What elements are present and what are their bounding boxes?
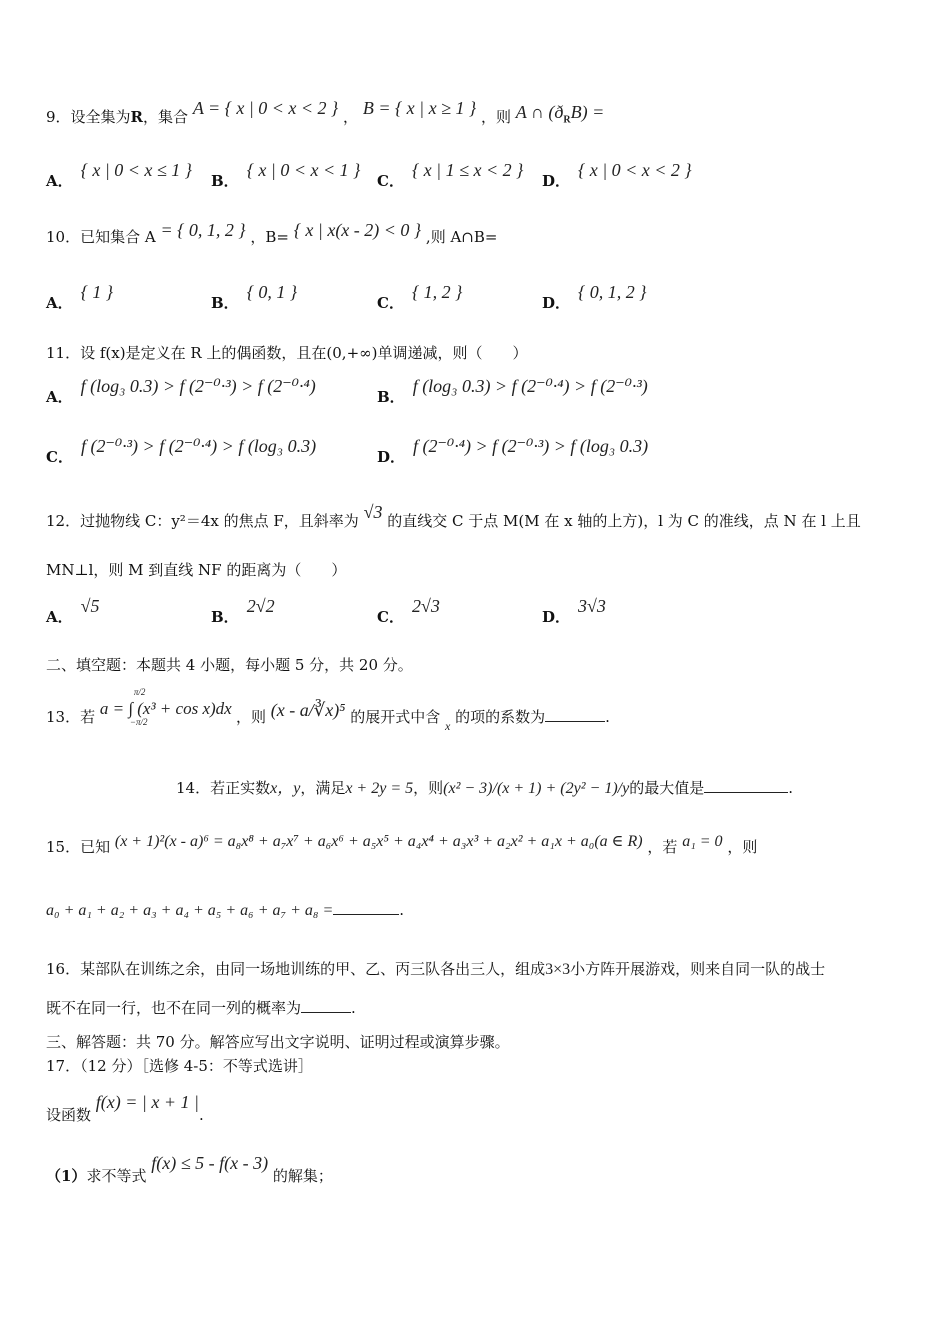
q16-stem-cont: 小方阵开展游戏，则来自同一队的战士: [570, 960, 826, 978]
option-label: C．: [377, 608, 404, 626]
q12-option-d[interactable]: [542, 596, 606, 626]
q9-expr-main: A ∩ (ð: [515, 102, 564, 122]
q10-set-b: { x | x(x - 2) < 0 }: [293, 220, 422, 240]
question-17-part1: [46, 1153, 333, 1187]
q10-mid: ，B=: [250, 228, 289, 246]
q9-sep: ，: [343, 108, 359, 126]
q13-var: x: [445, 719, 451, 733]
q14-stem-b: ，满足: [300, 779, 346, 797]
q17-inequality: f(x) ≤ 5 - f(x - 3): [151, 1153, 269, 1173]
q12-option-b[interactable]: [211, 596, 275, 626]
option-text: { x | 0 < x ≤ 1 }: [80, 160, 192, 180]
option-text: { x | 0 < x < 2 }: [578, 160, 692, 180]
q10-options: [46, 282, 906, 322]
q14-tail: 的最大值是: [629, 779, 705, 797]
option-label: C．: [46, 448, 73, 466]
q12-stem-line2: MN⊥l，则 M 到直线 NF 的距离为（ ）: [46, 561, 347, 579]
question-12: [46, 502, 861, 532]
q13-lower-bound: −π/2: [129, 717, 148, 727]
q11-stem: 11．设 f(x)是定义在 R 上的偶函数，且在(0,+∞)单调递减，则（ ）: [46, 344, 528, 362]
option-text: f (2⁻⁰·³) > f (2⁻⁰·⁴) > f (log₃ 0.3): [80, 436, 317, 456]
question-13: [46, 687, 610, 733]
q9-stem-cont: ，集合: [143, 108, 189, 126]
q14-stem: 14．若正实数: [176, 779, 271, 797]
question-10: [46, 220, 498, 248]
q9-option-c[interactable]: [377, 160, 524, 190]
option-text: { x | 0 < x < 1 }: [246, 160, 361, 180]
q9-then: ，则: [480, 108, 511, 126]
option-label: A．: [46, 294, 73, 312]
q17-part1-text: 求不等式: [86, 1167, 147, 1185]
option-label: A．: [46, 608, 73, 626]
q10-option-c[interactable]: [377, 282, 463, 312]
q17-part1-label: （1）: [46, 1167, 87, 1185]
option-text: √5: [80, 596, 100, 616]
q12-options: [46, 596, 906, 636]
q13-integral-expr: a = ∫ (x³ + cos x)dx: [99, 699, 232, 718]
q13-integral: [99, 687, 236, 727]
option-text: { x | 1 ≤ x < 2 }: [411, 160, 524, 180]
q12-option-a[interactable]: [46, 596, 100, 626]
q9-expr-sub: R: [563, 114, 571, 126]
q15-condition: a₁ = 0: [682, 833, 723, 850]
option-label: C．: [377, 294, 404, 312]
question-16-line2: [46, 998, 356, 1017]
q14-condition: x + 2y = 5: [345, 780, 414, 797]
q16-grid: 3×3: [545, 961, 571, 978]
q13-tail: 的项的系数为: [455, 708, 546, 726]
question-9: [46, 98, 605, 131]
q11-options-row2: [46, 436, 906, 476]
q13-mid: ，则: [235, 708, 266, 726]
option-text: { 0, 1 }: [246, 282, 298, 302]
option-text: 2√3: [411, 596, 440, 616]
q9-expression: [515, 102, 605, 126]
q16-stem-line2: 既不在同一行，也不在同一列的概率为: [46, 999, 302, 1017]
q15-period: .: [399, 901, 405, 919]
q11-options-row1: [46, 376, 906, 416]
q11-option-d[interactable]: [377, 436, 649, 466]
q14-vars: x，y: [270, 780, 301, 797]
option-text: f (log₃ 0.3) > f (2⁻⁰·⁴) > f (2⁻⁰·³): [412, 376, 648, 396]
q9-stem: 9．设全集为: [46, 108, 131, 126]
option-label: B．: [377, 388, 405, 406]
q16-answer-blank[interactable]: [301, 998, 351, 1013]
q17-line1: 设函数: [46, 1106, 92, 1124]
q10-stem: 10．已知集合 A: [46, 228, 156, 246]
q15-end: ，则: [727, 838, 758, 856]
option-label: C．: [377, 172, 404, 190]
q11-option-b[interactable]: [377, 376, 648, 406]
q10-option-b[interactable]: [211, 282, 298, 312]
q15-sum: a₀ + a₁ + a₂ + a₃ + a₄ + a₅ + a₆ + a₇ + a₈ =: [46, 902, 334, 919]
q9-options: [46, 160, 906, 200]
option-label: A．: [46, 388, 73, 406]
option-label: A．: [46, 172, 73, 190]
q9-option-a[interactable]: [46, 160, 192, 190]
q9-set-a: A = { x | 0 < x < 2 }: [192, 98, 339, 118]
q17-function-def: f(x) = | x + 1 |: [95, 1092, 199, 1112]
q13-upper-bound: π/2: [133, 687, 146, 697]
q10-option-a[interactable]: [46, 282, 114, 312]
question-16: [46, 960, 825, 979]
q17-function-end: .: [198, 1106, 204, 1124]
option-label: D．: [542, 608, 571, 626]
q9-expr-end: B) =: [570, 102, 605, 122]
q10-end: ,则 A∩B=: [425, 228, 498, 246]
question-17-title: 17．（12 分）［选修 4-5：不等式选讲］: [46, 1057, 313, 1075]
q13-period: .: [605, 708, 610, 726]
q14-period: .: [788, 779, 793, 797]
option-text: f (log₃ 0.3) > f (2⁻⁰·³) > f (2⁻⁰·⁴): [80, 376, 316, 396]
option-label: B．: [211, 294, 239, 312]
question-17-function: [46, 1092, 204, 1126]
q14-stem-c: ，则: [413, 779, 444, 797]
q11-option-c[interactable]: [46, 436, 317, 466]
question-15: [46, 833, 758, 857]
q13-end: 的展开式中含: [350, 708, 441, 726]
q15-answer-blank[interactable]: [333, 900, 399, 915]
option-label: D．: [542, 172, 571, 190]
option-text: { 0, 1, 2 }: [578, 282, 647, 302]
q10-set-a: = { 0, 1, 2 }: [160, 220, 246, 240]
q15-mid: ，若: [647, 838, 678, 856]
q13-answer-blank[interactable]: [545, 707, 605, 722]
section-2-heading: 二、填空题：本题共 4 小题，每小题 5 分，共 20 分。: [46, 656, 413, 674]
q12-slope: √3: [363, 502, 383, 522]
q17-part1-end: 的解集；: [272, 1167, 333, 1185]
question-11: [46, 344, 527, 362]
q12-option-c[interactable]: [377, 596, 440, 626]
q12-stem-cont: 的直线交 C 于点 M(M 在 x 轴的上方)，l 为 C 的准线，点 N 在 l 上且: [387, 512, 861, 530]
q9-universal-set: R: [130, 108, 144, 126]
q10-option-d[interactable]: [542, 282, 647, 312]
option-text: f (2⁻⁰·⁴) > f (2⁻⁰·³) > f (log₃ 0.3): [413, 436, 649, 456]
q14-expression: (x² − 3)/(x + 1) + (2y² − 1)/y: [443, 780, 630, 797]
option-text: 2√2: [246, 596, 275, 616]
q9-set-b: B = { x | x ≥ 1 }: [362, 98, 477, 118]
q11-option-a[interactable]: [46, 376, 316, 406]
option-text: { 1 }: [80, 282, 114, 302]
q9-option-b[interactable]: [211, 160, 361, 190]
q12-stem: 12．过抛物线 C：y²＝4x 的焦点 F，且斜率为: [46, 512, 359, 530]
q16-period: .: [351, 999, 356, 1017]
question-15-line2: [46, 900, 404, 920]
q15-stem: 15．已知: [46, 838, 111, 856]
section-3-heading: 三、解答题：共 70 分。解答应写出文字说明、证明过程或演算步骤。: [46, 1033, 510, 1051]
q13-binomial: (x - a/∛x)⁵: [270, 700, 346, 720]
q15-expansion: (x + 1)²(x - a)⁶ = a₈x⁸ + a₇x⁷ + a₆x⁶ + a₅x⁵ + a₄x⁴ + a₃x³ + a₂x² + a₁x + a₀(a ∈ R): [114, 833, 643, 850]
option-label: B．: [211, 172, 239, 190]
question-14: [176, 778, 793, 798]
option-label: B．: [211, 608, 239, 626]
q13-stem: 13．若: [46, 708, 96, 726]
q16-stem: 16．某部队在训练之余，由同一场地训练的甲、乙、丙三队各出三人，组成: [46, 960, 546, 978]
option-label: D．: [542, 294, 571, 312]
q14-answer-blank[interactable]: [704, 778, 788, 793]
option-text: { 1, 2 }: [411, 282, 463, 302]
question-12-line2: [46, 561, 346, 579]
option-text: 3√3: [578, 596, 606, 616]
q9-option-d[interactable]: [542, 160, 692, 190]
option-label: D．: [377, 448, 406, 466]
